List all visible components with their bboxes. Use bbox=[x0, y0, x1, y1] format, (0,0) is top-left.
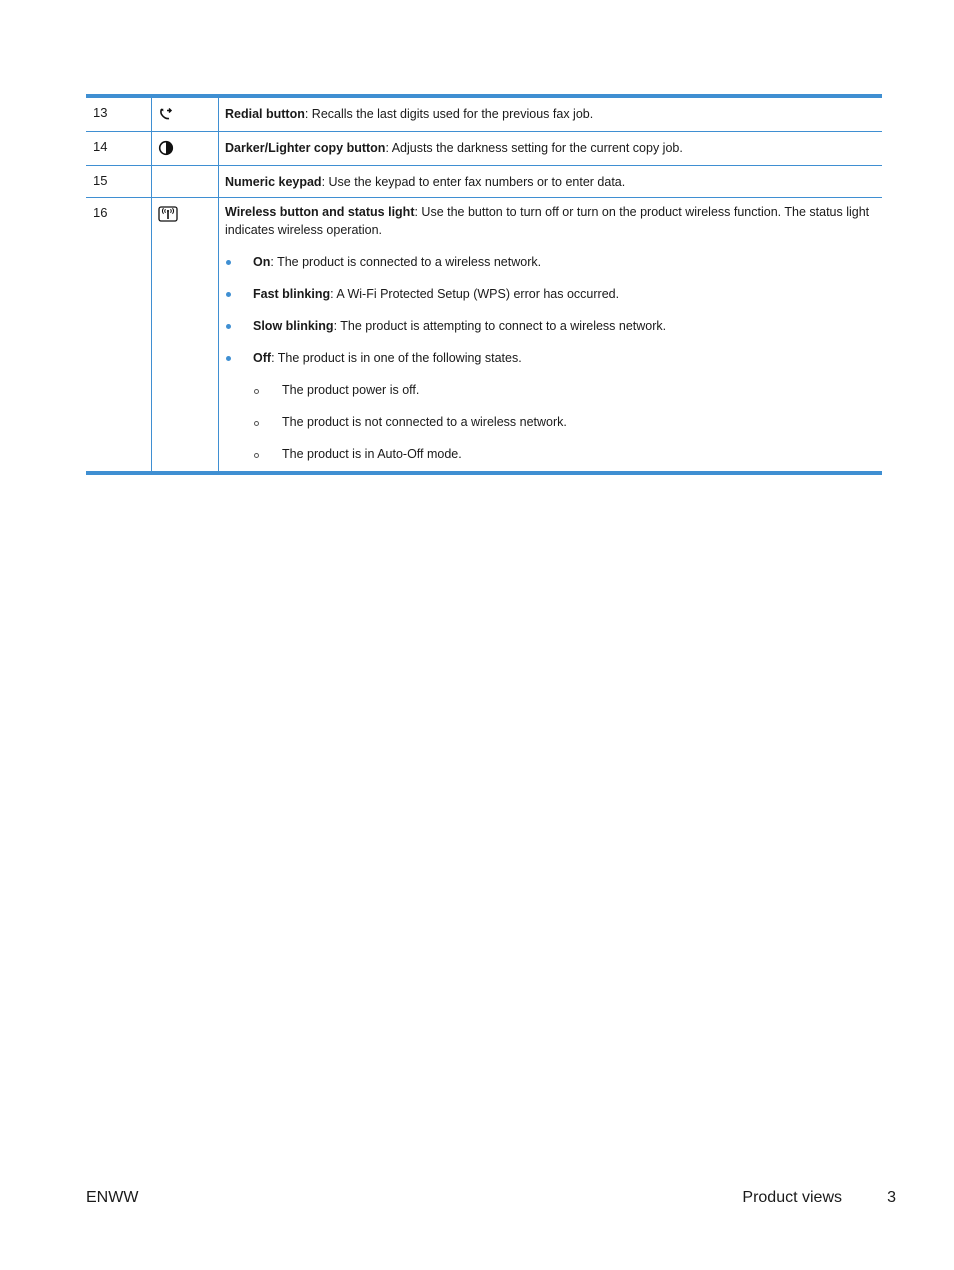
list-item bbox=[225, 317, 870, 335]
list-item bbox=[225, 413, 870, 431]
state-text: : The product is connected to a wireless network. bbox=[270, 255, 542, 269]
off-state-text: The product is not connected to a wireless network. bbox=[282, 415, 567, 429]
sub-bullet-icon bbox=[254, 389, 259, 394]
row-description bbox=[219, 198, 882, 471]
list-item bbox=[225, 253, 870, 271]
state-text: : The product is in one of the following states. bbox=[271, 351, 522, 365]
row-number: 16 bbox=[86, 198, 152, 471]
row-number: 15 bbox=[86, 166, 152, 197]
sub-bullet-icon bbox=[254, 421, 259, 426]
state-label: Fast blinking bbox=[253, 287, 331, 301]
list-item bbox=[225, 285, 870, 303]
wireless-icon bbox=[152, 198, 219, 471]
item-text: : Recalls the last digits used for the previous fax job. bbox=[304, 107, 594, 121]
table-row bbox=[86, 166, 882, 198]
row-description bbox=[219, 98, 882, 131]
row-description bbox=[219, 132, 882, 165]
wireless-state-list bbox=[225, 253, 870, 367]
off-state-text: The product power is off. bbox=[282, 383, 420, 397]
sub-bullet-icon bbox=[254, 453, 259, 458]
table-row bbox=[86, 132, 882, 166]
item-title: Redial button bbox=[225, 107, 305, 121]
list-item bbox=[225, 381, 870, 399]
state-label: On bbox=[253, 255, 271, 269]
control-panel-table bbox=[86, 94, 882, 475]
empty-icon-cell bbox=[152, 166, 219, 197]
row-number: 13 bbox=[86, 98, 152, 131]
item-title: Numeric keypad bbox=[225, 175, 322, 189]
item-text: : Adjusts the darkness setting for the current copy job. bbox=[385, 141, 683, 155]
item-text: : Use the keypad to enter fax numbers or to enter data. bbox=[321, 175, 626, 189]
bullet-icon bbox=[226, 260, 231, 265]
footer-page-number: 3 bbox=[887, 1189, 896, 1206]
table-row bbox=[86, 198, 882, 471]
item-text: : Use the button to turn off or turn on the product wireless function. The status light indicates wireless operation. bbox=[225, 205, 870, 237]
item-title: Wireless button and status light bbox=[225, 205, 415, 219]
row-description bbox=[219, 166, 882, 197]
off-state-text: The product is in Auto-Off mode. bbox=[282, 447, 462, 461]
darker-lighter-icon bbox=[152, 132, 219, 165]
off-state-list bbox=[225, 381, 870, 463]
redial-icon bbox=[152, 98, 219, 131]
bullet-icon bbox=[226, 356, 231, 361]
list-item bbox=[225, 349, 870, 367]
footer-section-title: Product views bbox=[742, 1189, 842, 1206]
state-text: : A Wi-Fi Protected Setup (WPS) error has occurred. bbox=[330, 287, 620, 301]
list-item bbox=[225, 445, 870, 463]
bullet-icon bbox=[226, 324, 231, 329]
row-number: 14 bbox=[86, 132, 152, 165]
table-row bbox=[86, 98, 882, 132]
state-label: Off bbox=[253, 351, 272, 365]
state-label: Slow blinking bbox=[253, 319, 334, 333]
item-title: Darker/Lighter copy button bbox=[225, 141, 386, 155]
state-text: : The product is attempting to connect to a wireless network. bbox=[333, 319, 667, 333]
wireless-intro bbox=[225, 203, 870, 239]
footer-doc-code: ENWW bbox=[86, 1189, 139, 1206]
bullet-icon bbox=[226, 292, 231, 297]
